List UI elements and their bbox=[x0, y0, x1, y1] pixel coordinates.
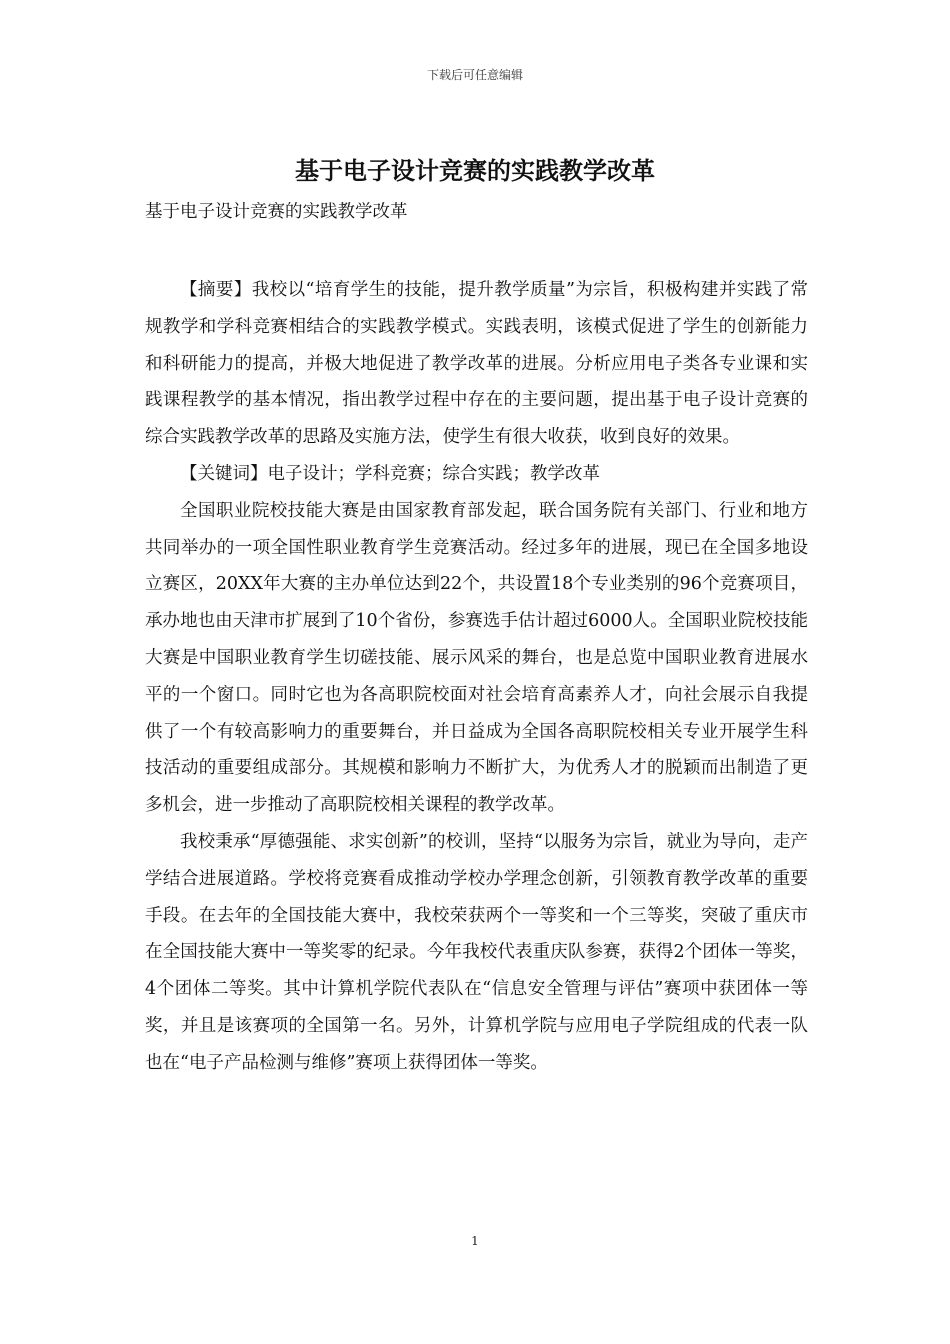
body-paragraph-1: 全国职业院校技能大赛是由国家教育部发起，联合国务院有关部门、行业和地方共同举办的一项全国性职业教育学生竞赛活动。经过多年的进展，现已在全国多地设立赛区，20XX年大赛的主办单位达到22个，共设置18个专业类别的96个竞赛项目，承办地也由天津市扩展到了10个省份，参赛选手估计超过6000人。全国职业院校技能大赛是中国职业教育学生切磋技能、展示风采的舞台，也是总览中国职业教育进展水平的一个窗口。同时它也为各高职院校面对社会培育高素养人才，向社会展示自我提供了一个有较高影响力的重要舞台，并日益成为全国各高职院校相关专业开展学生科技活动的重要组成部分。其规模和影响力不断扩大，为优秀人才的脱颖而出制造了更多机会，进一步推动了高职院校相关课程的教学改革。 bbox=[145, 500, 808, 816]
header-note: 下载后可任意编辑 bbox=[426, 68, 523, 82]
page-number: 1 bbox=[471, 1234, 479, 1248]
body-paragraph-2: 我校秉承“厚德强能、求实创新”的校训，坚持“以服务为宗旨，就业为导向，走产学结合进展道路。学校将竞赛看成推动学校办学理念创新，引领教育教学改革的重要手段。在去年的全国技能大赛中，我校荣获两个一等奖和一个三等奖，突破了重庆市在全国技能大赛中一等奖零的纪录。今年我校代表重庆队参赛，获得2个团体一等奖，4个团体二等奖。其中计算机学院代表队在“信息安全管理与评估”赛项中获团体一等奖，并且是该赛项的全国第一名。另外，计算机学院与应用电子学院组成的代表一队也在“电子产品检测与维修”赛项上获得团体一等奖。 bbox=[145, 831, 808, 1073]
abstract-text: 我校以“培育学生的技能，提升教学质量”为宗旨，积极构建并实践了常规教学和学科竞赛相结合的实践教学模式。实践表明，该模式促进了学生的创新能力和科研能力的提高，并极大地促进了教学改革的进展。分析应用电子类各专业课和实践课程教学的基本情况，指出教学过程中存在的主要问题，提出基于电子设计竞赛的综合实践教学改革的思路及实施方法，使学生有很大收获，收到良好的效果。 bbox=[145, 280, 808, 448]
document-subtitle: 基于电子设计竞赛的实践教学改革 bbox=[145, 202, 408, 222]
keywords-paragraph bbox=[145, 456, 808, 493]
abstract-label: 【摘要】 bbox=[180, 280, 252, 300]
abstract-paragraph bbox=[145, 272, 808, 456]
keywords-text: 电子设计；学科竞赛；综合实践；教学改革 bbox=[267, 463, 600, 484]
keywords-label: 【关键词】 bbox=[180, 463, 268, 484]
document-body bbox=[145, 272, 808, 1082]
document-title: 基于电子设计竞赛的实践教学改革 bbox=[295, 156, 655, 185]
